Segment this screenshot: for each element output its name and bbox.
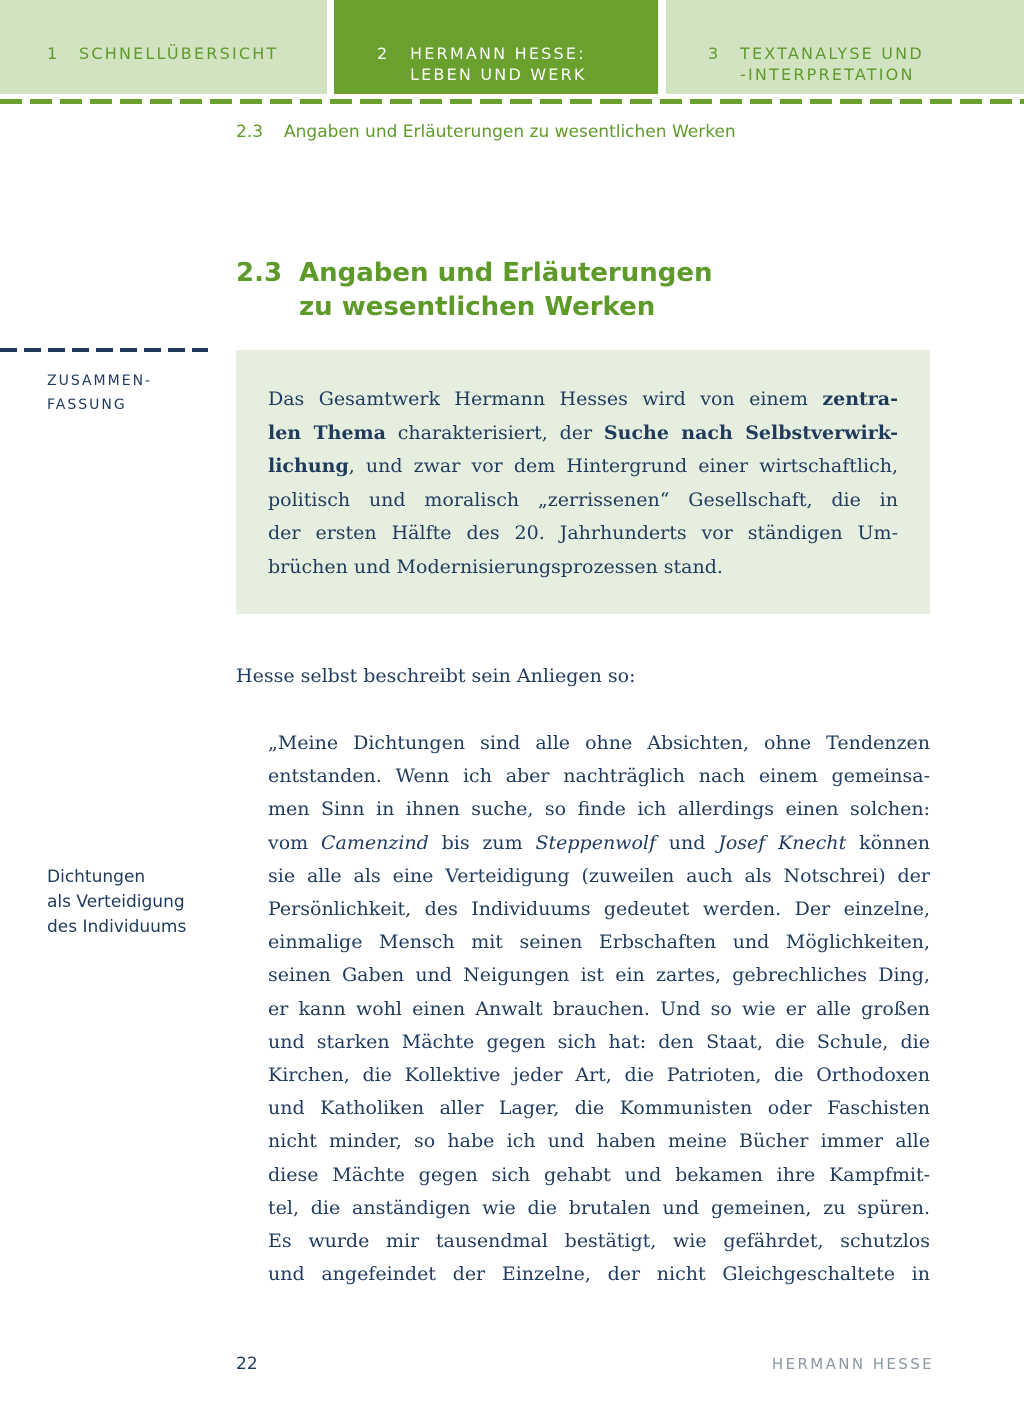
margin-summary-label [47,369,152,417]
quote-line: Kirchen, die Kollektive jeder Art, die Patrioten, die Orthodoxen [268,1064,930,1087]
summary-line: brüchen und Modernisierungsprozessen stand. [268,555,723,578]
quote-line: und Katholiken aller Lager, die Kommunisten oder Faschisten [268,1097,930,1120]
quote-line: und starken Mächte gegen sich hat: den Staat, die Schule, die [268,1030,930,1053]
margin-note-line-2: als Verteidigung [47,892,185,912]
quote-line: „Meine Dichtungen sind alle ohne Absichten, ohne Tendenzen [268,732,930,754]
quote-line: sie alle als eine Verteidigung (zuweilen auch als Notschrei) der [268,864,930,887]
tab-label-line-1: TEXTANALYSE UND [740,44,924,63]
section-heading-line-1: Angaben und Erläuterungen [299,258,713,288]
tab-number: 3 [708,44,721,63]
tab-label-line-2: -INTERPRETATION [740,65,915,84]
block-quote [268,727,930,1291]
summary-box [236,350,930,614]
quote-line: nicht minder, so habe ich und haben meine Bücher immer alle [268,1130,930,1153]
tab-label [410,43,587,85]
quote-line: Persönlichkeit, des Individuums gedeutet werden. Der einzelne, [268,898,930,921]
tab-label-line-1: HERMANN HESSE: [410,44,586,63]
tab-schnelluebersicht[interactable] [0,0,327,94]
quote-line: Es wurde mir tausendmal bestätigt, wie gefährdet, schutzlos [268,1230,930,1253]
quote-line: men Sinn in ihnen suche, so finde ich allerdings einen solchen: [268,798,930,821]
margin-summary-label-line-2: FASSUNG [47,397,127,413]
running-head-text: Angaben und Erläuterungen zu wesentlichen Werken [284,122,736,142]
tab-label [740,43,924,85]
margin-dashed-divider [0,348,208,352]
quote-line: diese Mächte gegen sich gehabt und bekamen ihre Kampfmit- [268,1163,930,1186]
quote-line: entstanden. Wenn ich aber nachträglich nach einem gemeinsa- [268,765,930,788]
quote-line: und angefeindet der Einzelne, der nicht Gleichgeschaltete in [268,1263,930,1286]
section-heading [299,256,819,324]
margin-note-line-3: des Individuums [47,917,187,937]
tab-hermann-hesse-leben-und-werk[interactable] [334,0,658,94]
page-number: 22 [236,1354,258,1374]
summary-line: Das Gesamtwerk Hermann Hesses wird von einem zentra- [268,388,898,410]
summary-line: lichung, und zwar vor dem Hintergrund einer wirtschaftlich, [268,455,898,477]
running-head [236,122,736,142]
header-dashed-divider [0,99,1024,104]
summary-text [268,383,898,584]
summary-line: len Thema charakterisiert, der Suche nach Selbstverwirk- [268,421,898,444]
summary-line: der ersten Hälfte des 20. Jahrhunderts vor ständigen Um- [268,522,898,544]
quote-line: einmalige Mensch mit seinen Erbschaften und Möglichkeiten, [268,931,930,954]
intro-sentence: Hesse selbst beschreibt sein Anliegen so: [236,665,636,687]
footer-book-title: HERMANN HESSE [771,1355,934,1373]
quote-line: seinen Gaben und Neigungen ist ein zartes, gebrechliches Ding, [268,964,930,987]
running-head-number: 2.3 [236,122,264,142]
margin-note-line-1: Dichtungen [47,867,146,887]
section-number: 2.3 [236,258,283,288]
tab-textanalyse-und-interpretation[interactable] [666,0,1024,94]
quote-line: vom Camenzind bis zum Steppenwolf und Josef Knecht können [268,831,931,854]
tab-number: 2 [377,44,390,63]
tab-label: SCHNELLÜBERSICHT [79,44,279,63]
tab-number: 1 [47,44,60,63]
section-heading-line-2: zu wesentlichen Werken [299,292,656,322]
margin-summary-label-line-1: ZUSAMMEN- [47,373,153,389]
tab-label-line-2: LEBEN UND WERK [410,65,587,84]
quote-line: er kann wohl einen Anwalt brauchen. Und so wie er alle großen [268,997,930,1020]
margin-note [47,865,207,940]
quote-line: tel, die anständigen wie die brutalen und gemeinen, zu spüren. [268,1196,930,1219]
summary-line: politisch und moralisch „zerrissenen“ Gesellschaft, die in [268,488,898,511]
